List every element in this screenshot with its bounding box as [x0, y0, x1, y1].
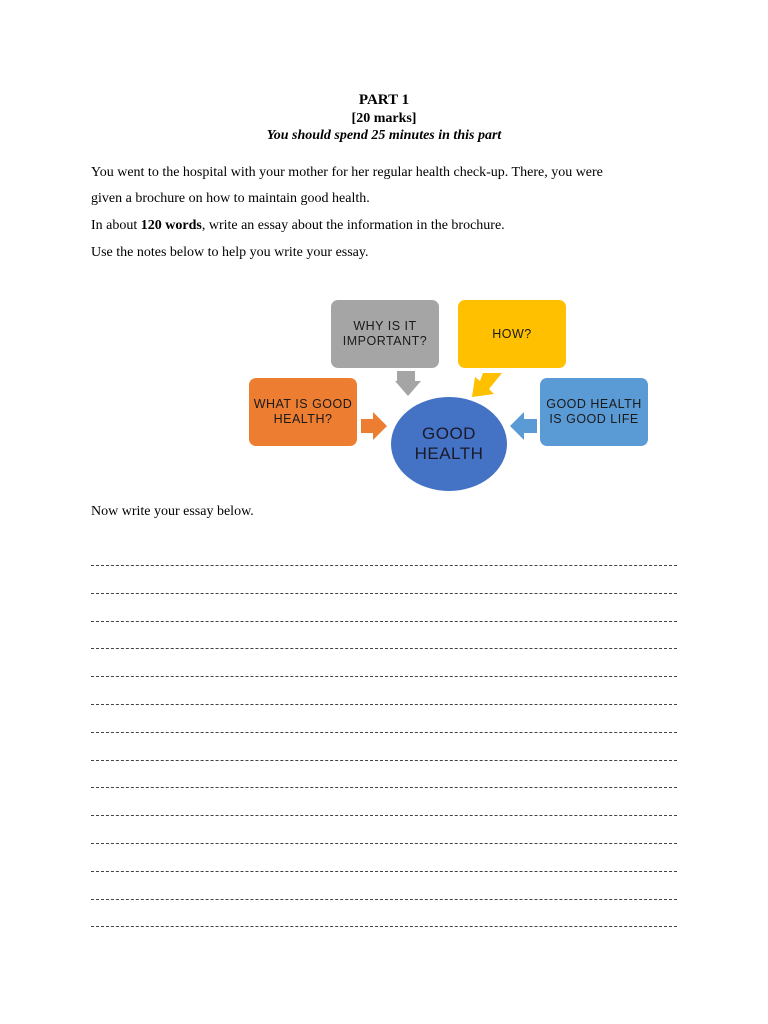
answer-line[interactable] [91, 676, 677, 678]
answer-line[interactable] [91, 648, 677, 650]
why-important-box: WHY IS IT IMPORTANT? [331, 300, 439, 368]
answer-line[interactable] [91, 760, 677, 762]
answer-line[interactable] [91, 565, 677, 567]
answer-line[interactable] [91, 704, 677, 706]
answer-line[interactable] [91, 593, 677, 595]
time-instruction: You should spend 25 minutes in this part [266, 128, 502, 143]
mind-map-diagram [240, 295, 660, 495]
instruction-line-3 [91, 217, 505, 235]
answer-line[interactable] [91, 843, 677, 845]
instruction-line-4: Use the notes below to help you write your essay. [91, 245, 369, 260]
answer-line[interactable] [91, 732, 677, 734]
good-life-box: GOOD HEALTH IS GOOD LIFE [540, 378, 648, 446]
arrow-why [395, 371, 421, 396]
arrow-how [472, 373, 502, 397]
answer-line[interactable] [91, 926, 677, 928]
good-health-circle: GOOD HEALTH [391, 397, 507, 491]
answer-line[interactable] [91, 787, 677, 789]
arrow-life [510, 412, 537, 440]
essay-prompt: Now write your essay below. [91, 504, 254, 519]
word-count: 120 words [140, 218, 202, 233]
part-title: PART 1 [358, 92, 410, 108]
answer-line[interactable] [91, 899, 677, 901]
instruction-line-1: You went to the hospital with your mother for her regular health check-up. There, you were [91, 165, 603, 180]
answer-line[interactable] [91, 871, 677, 873]
marks-label: [20 marks] [351, 111, 417, 126]
instruction-line-2: given a brochure on how to maintain good health. [91, 191, 370, 206]
how-box: HOW? [458, 300, 566, 368]
what-is-box: WHAT IS GOOD HEALTH? [249, 378, 357, 446]
answer-line[interactable] [91, 815, 677, 817]
answer-line[interactable] [91, 621, 677, 623]
arrow-what [361, 412, 387, 440]
instruction-line-3-post: , write an essay about the information in the brochure. [201, 218, 505, 233]
instruction-line-3-pre: In about [91, 218, 141, 233]
answer-lines [91, 565, 677, 954]
